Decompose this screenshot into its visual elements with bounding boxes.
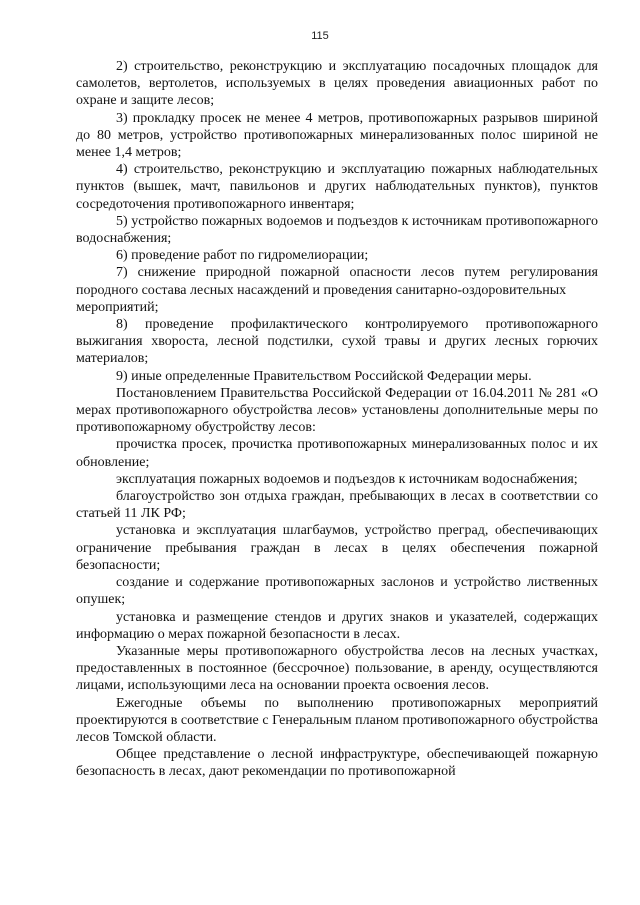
paragraph: Ежегодные объемы по выполнению противопожарных мероприятий проектируются в соответствие с Генеральным планом противопожарного обустройства лесов Томской области. xyxy=(76,695,598,745)
paragraph: Общее представление о лесной инфраструктуре, обеспечивающей пожарную безопасность в лесах, дают рекомендации по противопожарной xyxy=(76,747,598,780)
paragraph: создание и содержание противопожарных заслонов и устройство лиственных опушек; xyxy=(76,575,598,608)
paragraph: благоустройство зон отдыха граждан, пребывающих в лесах в соответствии со статьей 11 ЛК РФ; xyxy=(76,489,598,522)
paragraph: установка и эксплуатация шлагбаумов, устройство преград, обеспечивающих ограничение пребывания граждан в лесах в целях обеспечения пожарной безопасности; xyxy=(76,523,598,573)
paragraph: установка и размещение стендов и других знаков и указателей, содержащих информацию о мерах пожарной безопасности в лесах. xyxy=(76,609,598,642)
paragraph: 2) строительство, реконструкцию и эксплуатацию посадочных площадок для самолетов, вертолетов, используемых в целях проведения авиационных работ по охране и защите лесов; xyxy=(76,59,598,109)
paragraph: 5) устройство пожарных водоемов и подъездов к источникам противопожарного водоснабжения; xyxy=(76,213,598,247)
paragraph: Постановлением Правительства Российской Федерации от 16.04.2011 № 281 «О мерах противопожарного обустройства лесов» установлены дополнительные меры по противопожарному обустройству лесов: xyxy=(76,385,598,436)
paragraph: 8) проведение профилактического контролируемого противопожарного выжигания хвороста, лесной подстилки, сухой травы и других лесных горючих материалов; xyxy=(76,317,598,367)
document-body xyxy=(76,58,598,781)
page-number: 115 xyxy=(311,30,329,42)
paragraph: Указанные меры противопожарного обустройства лесов на лесных участках, предоставленных в постоянное (бессрочное) пользование, в аренду, осуществляются лицами, использующими леса на основании проекта освоения лесов. xyxy=(76,643,598,694)
paragraph: 4) строительство, реконструкцию и эксплуатацию пожарных наблюдательных пунктов (вышек, мачт, павильонов и других наблюдательных пунктов), пунктов сосредоточения противопожарного инвентаря; xyxy=(76,162,598,212)
paragraph: 9) иные определенные Правительством Российской Федерации меры. xyxy=(116,368,532,384)
paragraph: 7) снижение природной пожарной опасности лесов путем регулирования породного состава лесных насаждений и проведения санитарно-оздоровительных xyxy=(76,265,598,298)
paragraph: прочистка просек, прочистка противопожарных минерализованных полос и их обновление; xyxy=(76,437,598,470)
paragraph: 3) прокладку просек не менее 4 метров, противопожарных разрывов шириной до 80 метров, устройство противопожарных минерализованных полос шириной не менее 1,4 метров; xyxy=(76,110,598,161)
paragraph: 6) проведение работ по гидромелиорации; xyxy=(116,248,369,264)
paragraph: эксплуатация пожарных водоемов и подъездов к источникам водоснабжения; xyxy=(116,471,578,487)
paragraph: мероприятий; xyxy=(76,299,159,315)
